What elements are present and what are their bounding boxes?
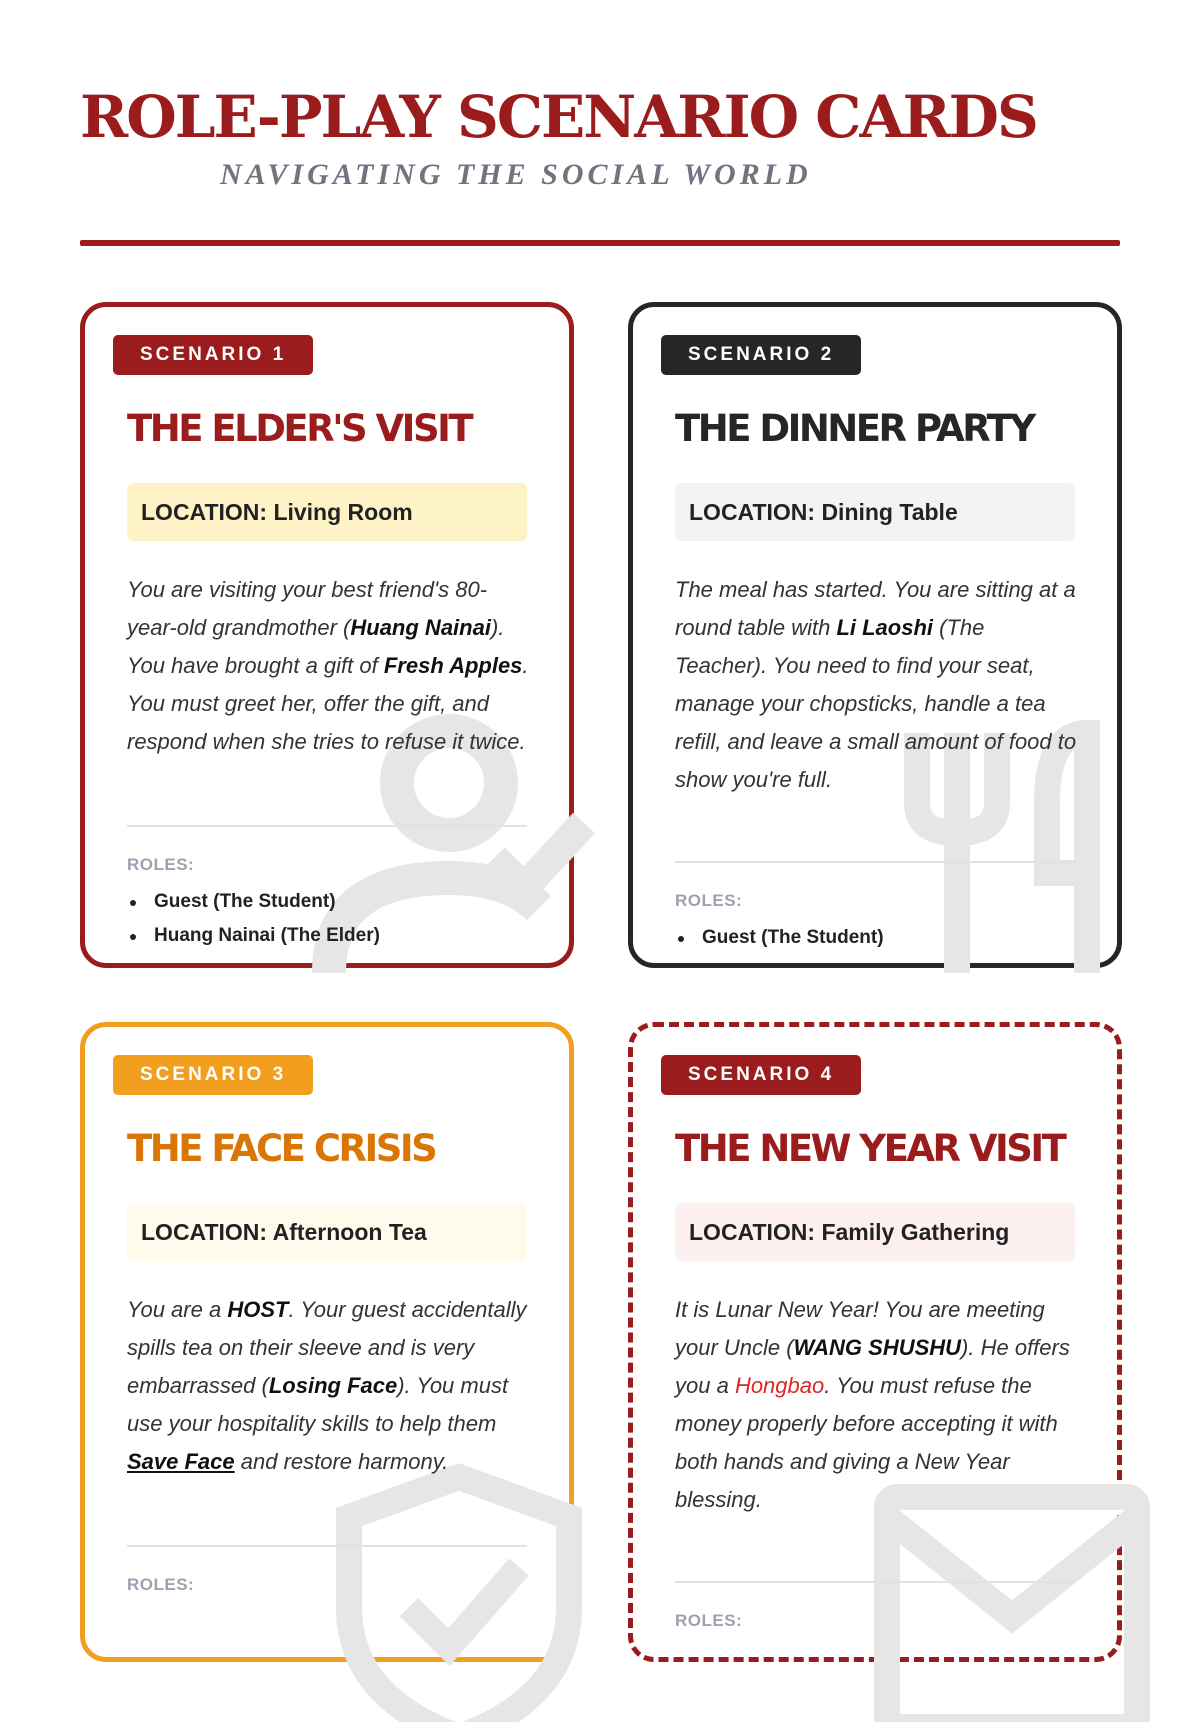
list-item: Guest (The Student) [127,885,380,919]
section-divider [127,825,527,827]
scenario-description: It is Lunar New Year! You are meeting your Uncle (WANG SHUSHU). He offers you a Hongbao. You must refuse the money properly before accepting it with both hands and giving a New Year blessing. [675,1297,1070,1512]
roles-label: ROLES: [675,1611,743,1630]
list-item: Guest (The Student) [675,921,884,955]
shield-check-icon [309,1457,609,1717]
roles-label: ROLES: [675,891,743,910]
roles-list [127,885,380,953]
roles-list [675,921,884,955]
scenario-title: THE ELDER'S VISIT [127,407,472,450]
scenario-description: You are a HOST. Your guest accidentally spills tea on their sleeve and is very embarrassed (Losing Face). You must use your hospitality skills to help them Save Face and restore harmony. [127,1297,527,1474]
scenario-badge: SCENARIO 2 [661,335,861,375]
scenario-description: You are visiting your best friend's 80-year-old grandmother (Huang Nainai). You have brought a gift of Fresh Apples. You must greet her, offer the gift, and respond when she tries to refuse it twice. [127,577,529,754]
roles-label: ROLES: [127,1575,195,1594]
location-label: LOCATION: Living Room [127,483,527,541]
section-divider [127,1545,527,1547]
location-label: LOCATION: Family Gathering [675,1203,1075,1261]
scenario-title: THE DINNER PARTY [675,407,1034,450]
scenario-title: THE FACE CRISIS [127,1127,436,1170]
roles-label: ROLES: [127,855,195,874]
location-label: LOCATION: Afternoon Tea [127,1203,527,1261]
scenario-badge: SCENARIO 3 [113,1055,313,1095]
scenario-card-3 [80,1022,574,1662]
scenario-title: THE NEW YEAR VISIT [675,1127,1065,1170]
header-divider [80,240,1120,246]
scenario-card-4 [628,1022,1122,1662]
section-divider [675,861,1075,863]
scenario-badge: SCENARIO 1 [113,335,313,375]
section-divider [675,1581,1075,1583]
scenario-description: The meal has started. You are sitting at a round table with Li Laoshi (The Teacher). You need to find your seat, manage your chopsticks, handle a tea refill, and leave a small amount of food to show you're full. [675,577,1077,792]
list-item: Huang Nainai (The Elder) [127,919,380,953]
scenario-card-1 [80,302,574,968]
location-label: LOCATION: Dining Table [675,483,1075,541]
page-subtitle: NAVIGATING THE SOCIAL WORLD [220,158,812,191]
page-header [80,82,1120,191]
scenario-badge: SCENARIO 4 [661,1055,861,1095]
scenario-card-2 [628,302,1122,968]
page-title: ROLE-PLAY SCENARIO CARDS [80,83,1037,151]
